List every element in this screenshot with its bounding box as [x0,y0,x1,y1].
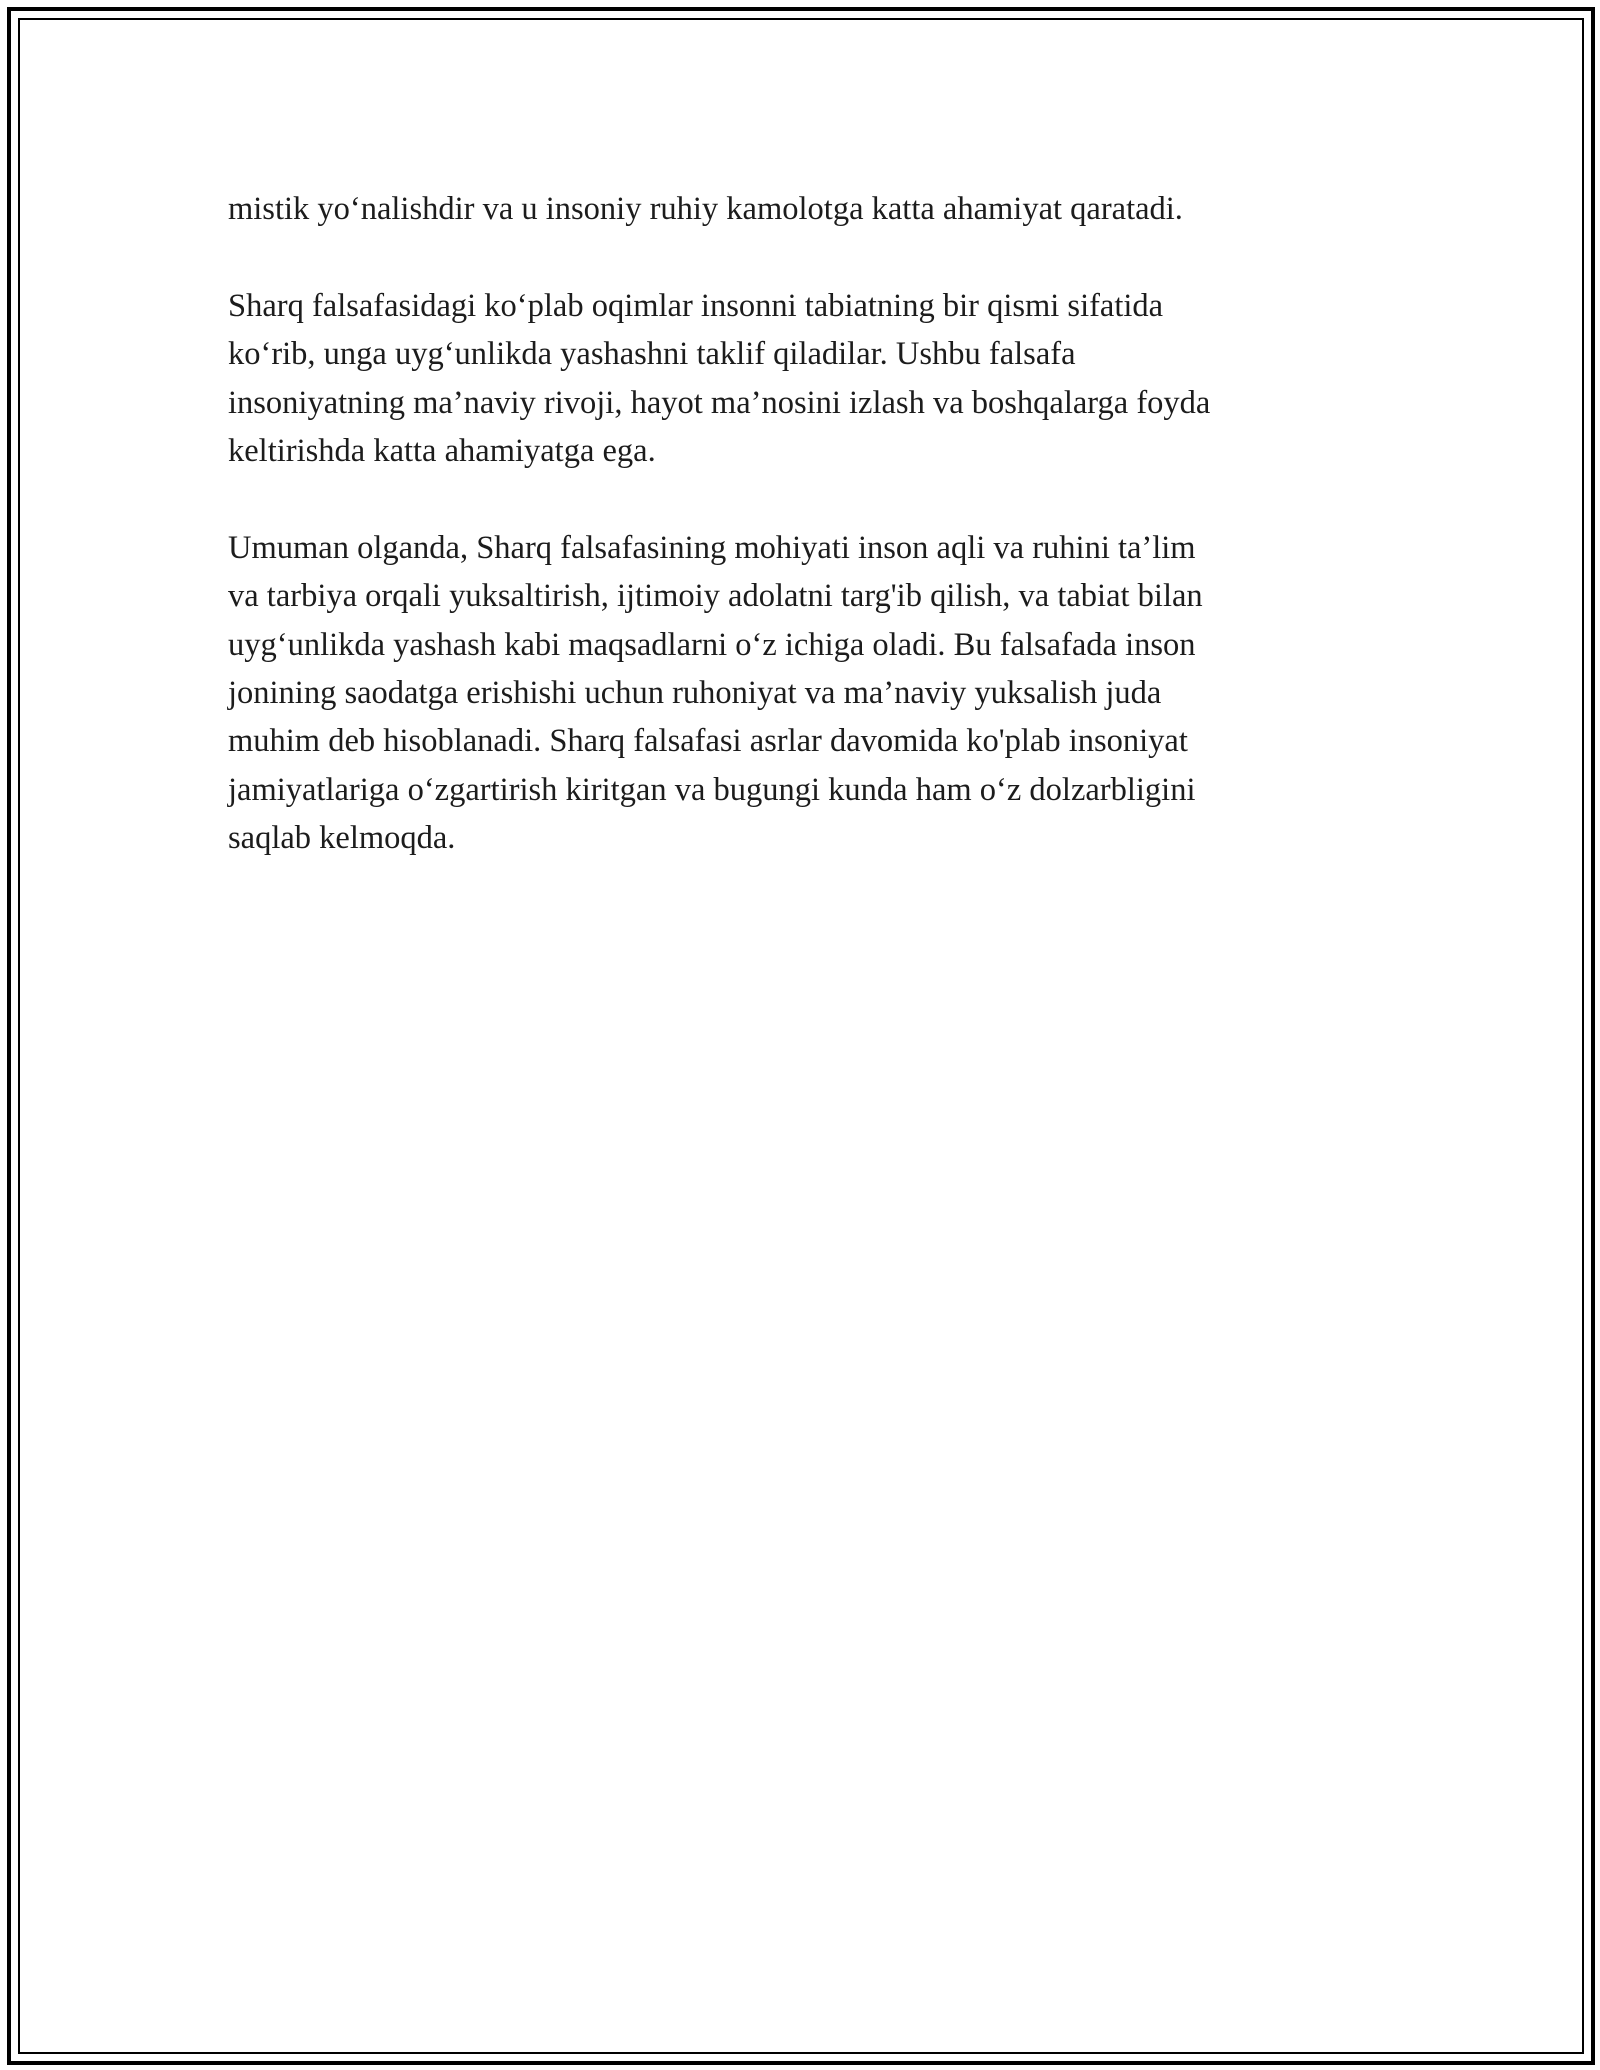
text-line: va tarbiya orqali yuksaltirish, ijtimoiy adolatni targ'ib qilish, va tabiat bilan [228,578,1203,615]
text-line: saqlab kelmoqda. [228,820,456,857]
paragraph-1 [228,185,1358,233]
text-line: insoniyatning ma’naviy rivoji, hayot ma’nosini izlash va boshqalarga foyda [228,384,1211,421]
text-line: keltirishda katta ahamiyatga ega. [228,433,656,470]
text-line: jonining saodatga erishishi uchun ruhoniyat va ma’naviy yuksalish juda [228,675,1162,712]
text-line: Sharq falsafasidagi ko‘plab oqimlar insonni tabiatning bir qismi sifatida [228,287,1164,324]
text-line: ko‘rib, unga uyg‘unlikda yashashni taklif qiladilar. Ushbu falsafa [228,336,1076,373]
paragraph-3 [228,524,1358,863]
paragraph-2 [228,282,1358,476]
text-line: muhim deb hisoblanadi. Sharq falsafasi asrlar davomida ko'plab insoniyat [228,723,1188,760]
text-line: uyg‘unlikda yashash kabi maqsadlarni o‘z ichiga oladi. Bu falsafada inson [228,626,1196,663]
document-body [228,185,1358,911]
text-line: jamiyatlariga o‘zgartirish kiritgan va bugungi kunda ham o‘z dolzarbligini [228,771,1196,808]
text-line: Umuman olganda, Sharq falsafasining mohiyati inson aqli va ruhini ta’lim [228,529,1196,566]
text-line: mistik yo‘nalishdir va u insoniy ruhiy kamolotga katta ahamiyat qaratadi. [228,191,1183,227]
